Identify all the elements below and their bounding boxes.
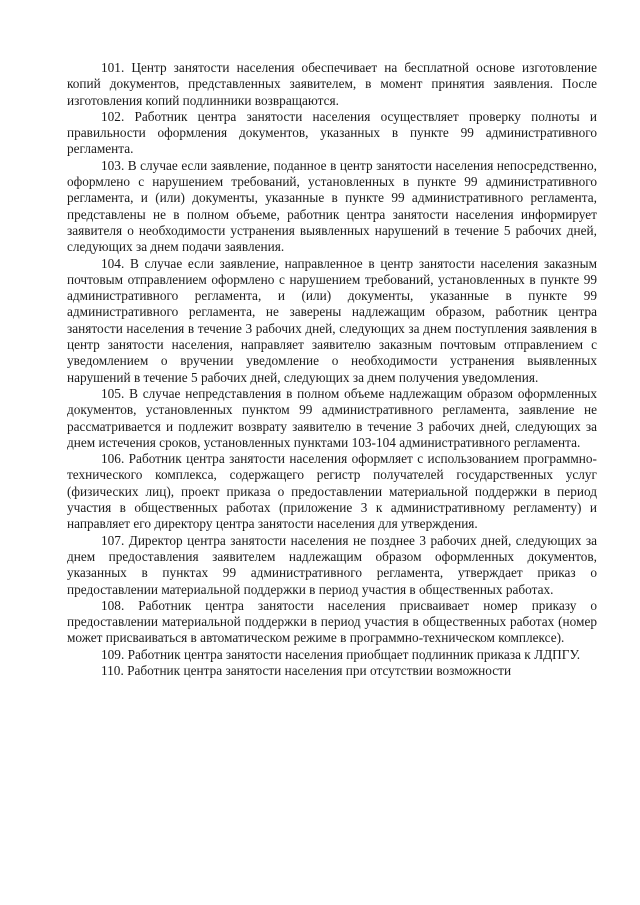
- paragraph-105: 105. В случае непредставления в полном объеме надлежащим образом оформленных документов, установленных пунктом 99 административного регламента, заявление не рассматривается и подлежит возврату заявителю в течение 3 рабочих дней, следующих за днем истечения сроков, установленных пунктами 103-104 административного регламента.: [67, 385, 597, 450]
- paragraph-101: 101. Центр занятости населения обеспечивает на бесплатной основе изготовление копий документов, представленных заявителем, в момент принятия заявления. После изготовления копий подлинники возвращаются.: [67, 60, 597, 108]
- paragraph-106: 106. Работник центра занятости населения оформляет с использованием программно-технического комплекса, содержащего регистр получателей государственных услуг (физических лиц), проект приказа о предоставлении материальной поддержки в период участия в общественных работах (приложение 3 к административному регламенту) и направляет его директору центра занятости населения для утверждения.: [67, 451, 597, 532]
- paragraph-104: 104. В случае если заявление, направленное в центр занятости населения заказным почтовым отправлением оформлено с нарушением требований, установленных в пункте 99 административного регламента, и (или) документы, указанные в пункте 99 административного регламента, не заверены надлежащим образом, работник центра занятости населения в течение 3 рабочих дней, следующих за днем поступления заявления в центр занятости населения, направляет заявителю заказным почтовым отправлением с уведомлением о вручении уведомление о необходимости устранения выявленных нарушений в течение 5 рабочих дней, следующих за днем получения уведомления.: [67, 255, 597, 385]
- paragraph-102: 102. Работник центра занятости населения осуществляет проверку полноты и правильности оформления документов, указанных в пункте 99 административного регламента.: [67, 108, 597, 157]
- paragraph-108: 108. Работник центра занятости населения присваивает номер приказу о предоставлении материальной поддержки в период участия в общественных работах (номер может присваиваться в автоматическом режиме в программно-техническом комплексе).: [67, 597, 597, 646]
- paragraph-103: 103. В случае если заявление, поданное в центр занятости населения непосредственно, оформлено с нарушением требований, установленных в пункте 99 административного регламента, и (или) документы, указанные в пункте 99 административного регламента, представлены не в полном объеме, работник центра занятости населения информирует заявителя о необходимости устранения выявленных нарушений в течение 5 рабочих дней, следующих за днем подачи заявления.: [67, 157, 597, 255]
- paragraph-109: 109. Работник центра занятости населения приобщает подлинник приказа к ЛДПГУ.: [101, 646, 581, 662]
- paragraph-110: 110. Работник центра занятости населения при отсутствии возможности: [101, 662, 512, 678]
- document-page: [67, 60, 597, 679]
- paragraph-107: 107. Директор центра занятости населения не позднее 3 рабочих дней, следующих за днем предоставления заявителем надлежащим образом оформленных документов, указанных в пунктах 99 административного регламента, утверждает приказ о предоставлении материальной поддержки в период участия в общественных работах.: [67, 532, 597, 597]
